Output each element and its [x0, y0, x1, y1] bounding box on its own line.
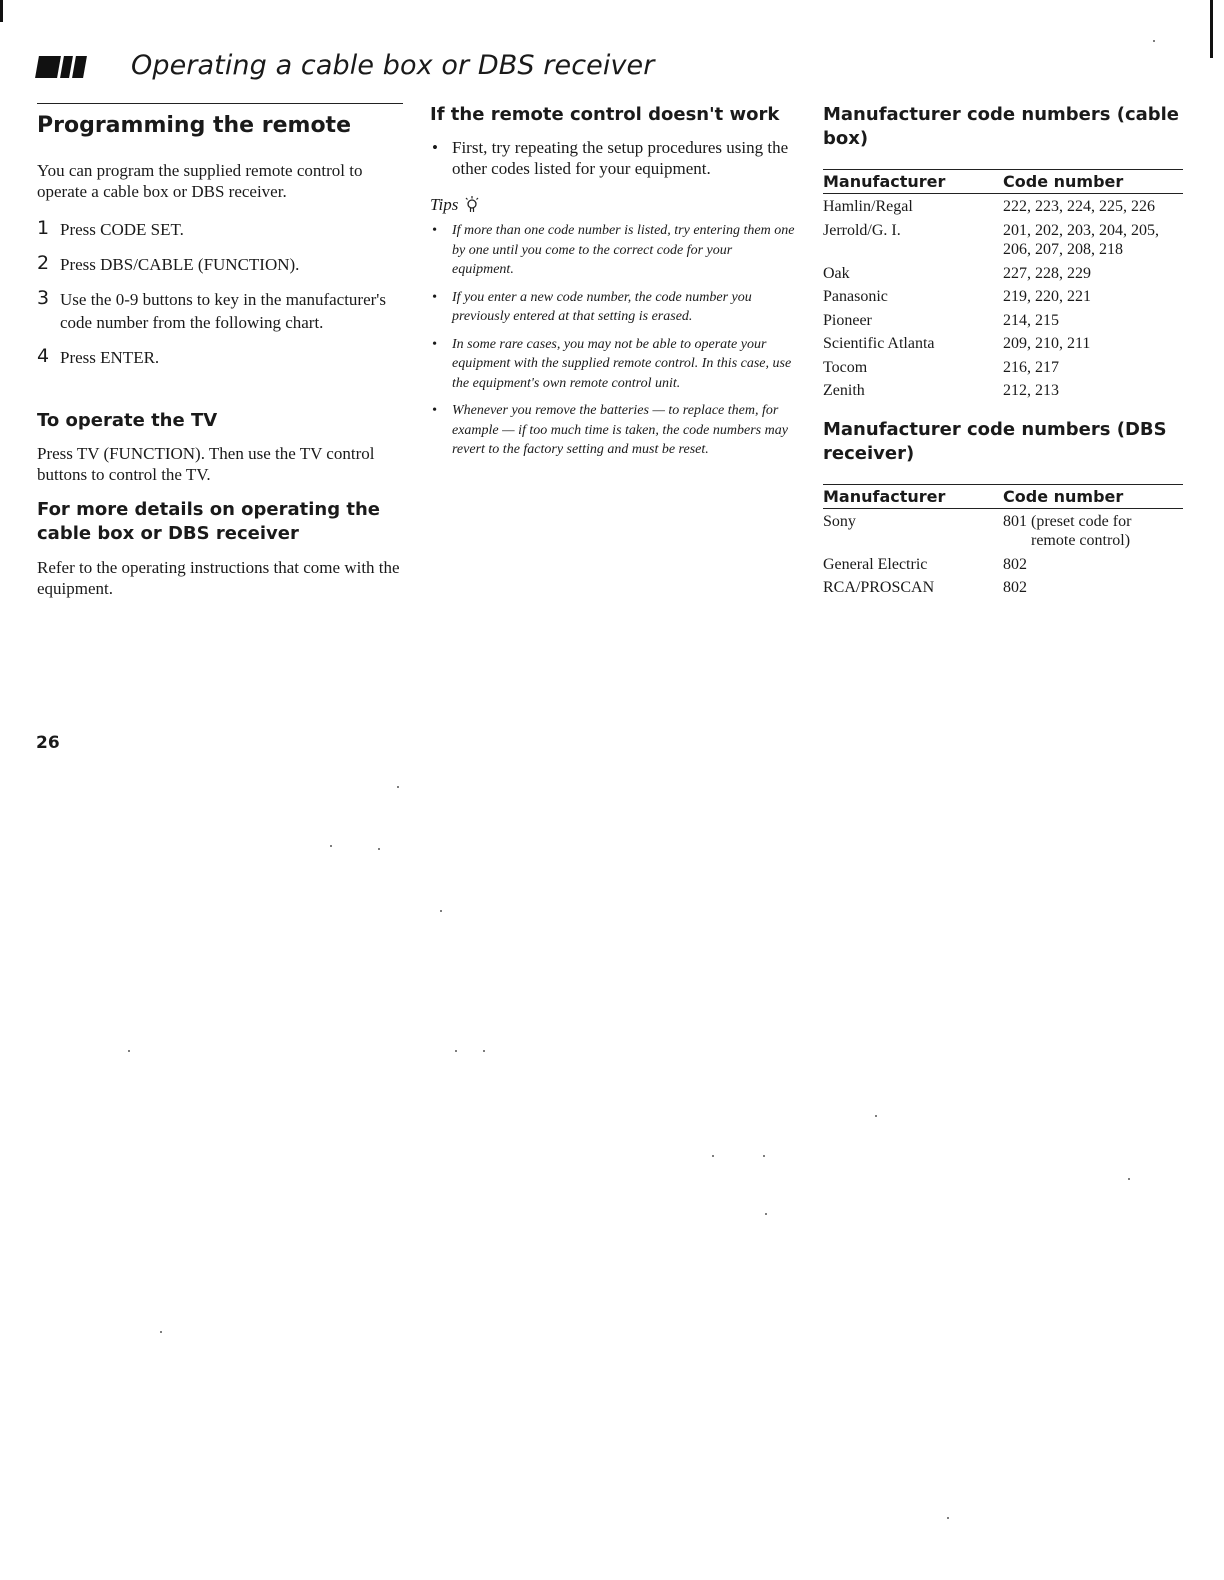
scan-speck	[483, 1050, 485, 1052]
table-row: Scientific Atlanta 209, 210, 211	[823, 335, 1091, 352]
scan-edge-mark-left	[0, 0, 3, 22]
column-programming	[37, 103, 403, 599]
scan-speck	[397, 786, 399, 788]
programming-intro: You can program the supplied remote control to operate a cable box or DBS receiver.	[37, 161, 363, 201]
troubleshooting-heading: If the remote control doesn't work	[430, 104, 780, 125]
table-header-row	[823, 484, 1183, 508]
column-code-tables	[823, 103, 1183, 599]
scan-edge-mark-right	[1210, 0, 1213, 58]
lightbulb-icon	[464, 196, 480, 214]
column-header: Manufacturer	[823, 170, 1003, 194]
troubleshooting-list	[430, 137, 796, 179]
dbs-codes-heading: Manufacturer code numbers (DBS receiver)	[823, 418, 1167, 464]
scan-speck	[455, 1050, 457, 1052]
column-header: Code number	[1003, 170, 1183, 194]
table-row: RCA/PROSCAN 802	[823, 579, 1027, 596]
scan-speck	[128, 1050, 130, 1052]
list-item: • If more than one code number is listed, try entering them one by one until you come to the correct code for your equipment.	[430, 221, 796, 280]
programming-heading: Programming the remote	[37, 113, 351, 138]
scan-speck	[330, 845, 332, 847]
table-header-row	[823, 170, 1183, 194]
column-troubleshooting	[430, 103, 796, 468]
table-row: Zenith 212, 213	[823, 382, 1059, 399]
table-row: Oak 227, 228, 229	[823, 264, 1091, 282]
list-item: • In some rare cases, you may not be able to operate your equipment with the supplied remote control. In this case, use the equipment's own remote control unit.	[430, 335, 796, 394]
column-header: Code number	[1003, 484, 1183, 508]
scan-speck	[947, 1517, 949, 1519]
table-row: Tocom 216, 217	[823, 358, 1059, 376]
cable-code-table	[823, 169, 1183, 402]
scan-speck	[440, 910, 442, 912]
dbs-code-table	[823, 484, 1183, 599]
list-item: • Whenever you remove the batteries — to replace them, for example — if too much time is taken, the code numbers may revert to the factory setting and must be reset.	[430, 401, 796, 460]
page-title: Operating a cable box or DBS receiver	[131, 50, 655, 81]
scan-speck	[1128, 1178, 1130, 1180]
operate-tv-text: Press TV (FUNCTION). Then use the TV control buttons to control the TV.	[37, 444, 375, 484]
page-number: 26	[36, 733, 60, 753]
table-row: Sony 801 (preset code for remote control)	[823, 512, 1132, 549]
step-item: 3 Use the 0-9 buttons to key in the manufacturer's code number from the following chart.	[37, 287, 386, 332]
table-row: Jerrold/G. I. 201, 202, 203, 204, 205, 206, 207, 208, 218	[823, 221, 1159, 258]
step-item: 1 Press CODE SET.	[37, 217, 184, 239]
scan-speck	[712, 1155, 714, 1157]
tips-list	[430, 221, 796, 460]
list-item: • First, try repeating the setup procedures using the other codes listed for your equipment.	[430, 137, 796, 179]
scan-speck	[1153, 40, 1155, 42]
cable-codes-heading: Manufacturer code numbers (cable box)	[823, 104, 1180, 149]
table-row: Pioneer 214, 215	[823, 311, 1059, 329]
step-item: 2 Press DBS/CABLE (FUNCTION).	[37, 252, 300, 274]
scan-speck	[765, 1213, 767, 1215]
scan-speck	[378, 848, 380, 850]
steps-list	[37, 218, 403, 369]
list-item: • If you enter a new code number, the code number you previously entered at that setting is erased.	[430, 288, 796, 327]
scan-speck	[875, 1115, 877, 1117]
section-rule	[37, 103, 403, 104]
table-row: Panasonic 219, 220, 221	[823, 288, 1091, 305]
operate-tv-heading: To operate the TV	[37, 410, 218, 431]
scan-speck	[160, 1331, 162, 1333]
table-row: Hamlin/Regal 222, 223, 224, 225, 226	[823, 198, 1155, 215]
more-details-text: Refer to the operating instructions that come with the equipment.	[37, 558, 400, 598]
tips-label: Tips	[430, 195, 796, 215]
step-item: 4 Press ENTER.	[37, 345, 160, 367]
scan-speck	[763, 1155, 765, 1157]
table-row: General Electric 802	[823, 555, 1027, 573]
column-header: Manufacturer	[823, 484, 1003, 508]
more-details-heading: For more details on operating the cable box or DBS receiver	[37, 499, 381, 544]
